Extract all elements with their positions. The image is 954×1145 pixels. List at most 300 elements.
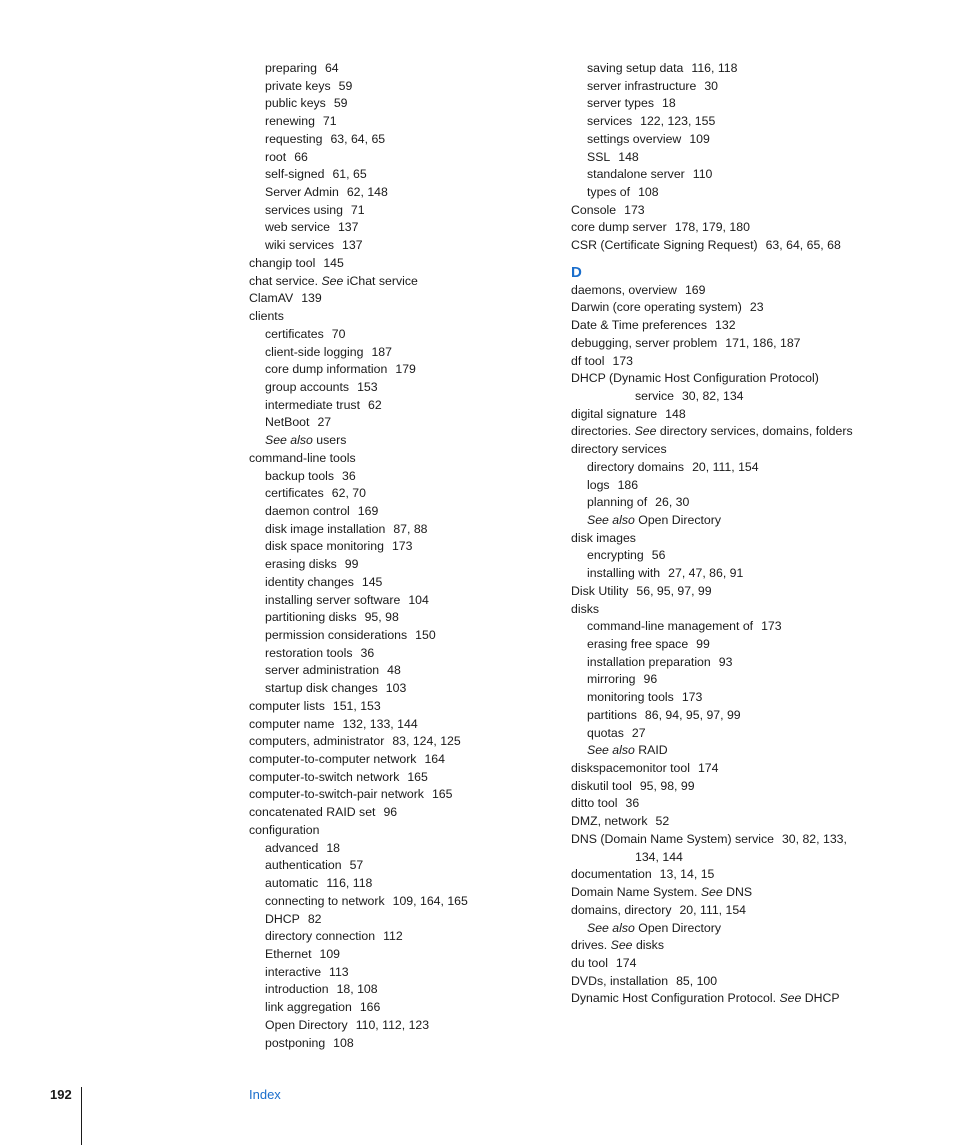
index-page-refs[interactable]: 30, 82, 133, [781,831,847,846]
index-entry [249,680,549,698]
index-page-refs[interactable]: 165 [431,787,453,802]
index-entry [571,547,871,565]
index-page-refs[interactable]: 109 [319,946,341,961]
index-page-refs[interactable]: 169 [684,282,706,297]
index-entry [249,538,549,556]
index-term: client-side logging [265,344,364,359]
index-entry [249,78,549,96]
index-term: settings overview [587,131,682,146]
see-reference-target[interactable]: DNS [726,885,753,900]
index-entry [249,662,549,680]
index-entry [571,618,871,636]
index-term: 134, 144 [635,849,683,864]
see-reference-target[interactable]: Open Directory [638,920,721,935]
index-term: permission considerations [265,628,408,642]
index-entry [249,893,549,911]
index-entry [249,273,549,291]
index-entry [571,831,871,849]
index-page-refs[interactable]: 113 [329,964,349,979]
index-term: preparing [265,61,317,75]
index-term: public keys [265,96,326,111]
index-page-refs[interactable]: 178, 179, 180 [674,220,750,235]
index-entry [249,468,549,486]
index-entry [571,149,871,167]
index-term: daemon control [265,503,350,518]
index-term: disk space monitoring [265,539,384,554]
index-page-refs[interactable]: 63, 64, 65 [330,131,386,146]
index-entry [249,290,549,308]
index-entry [249,946,549,964]
index-page-refs[interactable]: 95, 98, 99 [639,778,695,793]
index-entry [571,671,871,689]
index-entry [571,95,871,113]
index-term: certificates [265,326,324,341]
index-term: df tool [571,353,605,368]
see-reference-label: See also [587,920,635,935]
index-term: standalone server [587,167,685,182]
index-entry [249,698,549,716]
index-page-refs[interactable]: 96 [643,672,658,687]
see-reference-label: See [700,885,723,900]
index-entry [249,414,549,432]
index-page-refs[interactable]: 150 [415,628,436,642]
index-term: partitioning disks [265,610,357,625]
index-entry [249,875,549,893]
see-reference-target[interactable]: iChat service [346,273,418,288]
index-term: root [265,149,287,164]
index-page-refs[interactable]: 145 [361,574,383,589]
index-term: DVDs, installation [571,973,669,988]
index-entry [249,308,549,326]
index-term: mirroring [587,672,636,687]
index-term: core dump information [265,362,388,377]
index-entry [249,716,549,734]
see-reference-label: See also [265,433,313,448]
index-page-refs[interactable]: 164 [424,752,445,767]
index-page-refs[interactable]: 179 [395,362,416,377]
index-term: certificates [265,486,324,501]
index-entry [571,636,871,654]
index-term: directory domains [587,459,685,474]
index-page-refs[interactable]: 139 [301,291,322,306]
index-entry [249,999,549,1017]
index-page-refs[interactable]: 71 [350,202,365,217]
index-term: link aggregation [265,1000,352,1015]
index-term: CSR (Certificate Signing Request) [571,238,758,253]
index-term: monitoring tools [587,690,674,705]
index-term: installing with [587,566,661,581]
index-entry [249,131,549,149]
index-term: clients [249,309,284,324]
index-entry [571,406,871,424]
index-term: services [587,114,633,129]
index-entry [571,902,871,920]
index-entry [571,335,871,353]
index-term: documentation [571,867,652,882]
index-term: installation preparation [587,654,711,669]
index-entry [571,707,871,725]
index-page-refs[interactable]: 85, 100 [676,973,718,988]
index-term: installing server software [265,592,401,607]
index-term: disks [571,601,600,616]
index-entry [571,459,871,477]
index-page-refs[interactable]: 132, 133, 144 [342,716,418,731]
index-term: directories. [571,424,632,439]
index-term: concatenated RAID set [249,805,376,820]
index-page-refs[interactable]: 165 [407,769,428,784]
index-entry [249,840,549,858]
index-term: configuration [249,822,320,837]
index-page-refs[interactable]: 186 [617,477,639,492]
index-page-refs[interactable]: 36 [342,468,356,483]
index-page-refs[interactable]: 132 [715,318,736,333]
index-entry [571,689,871,707]
index-page-refs[interactable]: 30, 82, 134 [681,388,744,403]
index-page-refs[interactable]: 169 [357,503,379,518]
index-page-refs[interactable]: 56 [651,548,666,563]
index-term: computer-to-switch network [249,769,400,784]
index-term: daemons, overview [571,282,677,297]
index-page-refs[interactable]: 173 [624,202,645,217]
index-page-refs[interactable]: 59 [333,96,348,111]
index-entry [571,725,871,743]
index-page-refs[interactable]: 86, 94, 95, 97, 99 [644,707,741,722]
index-page-refs[interactable]: 30 [704,78,719,93]
index-term: identity changes [265,574,354,589]
index-term: Dynamic Host Configuration Protocol. [571,991,777,1006]
index-term: partitions [587,707,637,722]
see-reference-label: See [634,424,657,439]
index-term: encrypting [587,548,644,563]
index-term: erasing free space [587,637,689,651]
index-page-refs[interactable]: 103 [385,681,407,696]
index-term: Date & Time preferences [571,318,708,333]
index-term: computers, administrator [249,734,385,749]
index-term: changip tool [249,255,316,270]
index-term: renewing [265,114,315,129]
index-page-refs[interactable]: 82 [307,911,322,926]
index-page-refs[interactable]: 187 [371,344,392,359]
index-page-refs[interactable]: 20, 111, 154 [692,459,759,474]
index-page-refs[interactable]: 48 [387,663,401,678]
index-entry [571,973,871,991]
index-page-refs[interactable]: 52 [655,814,670,829]
index-page-refs[interactable]: 173 [612,353,634,368]
page-number: 192 [50,1087,72,1102]
index-entry [571,219,871,237]
index-entry [249,344,549,362]
index-term: quotas [587,725,624,740]
index-term: DNS (Domain Name System) service [571,831,774,846]
see-reference-target[interactable]: Open Directory [638,512,721,527]
index-page-refs[interactable]: 171, 186, 187 [725,335,801,350]
index-term: digital signature [571,406,658,421]
index-term: Console [571,202,617,217]
see-reference-target[interactable]: directory services, domains, folders [659,424,853,439]
index-page-refs[interactable]: 174 [697,761,719,776]
index-term: directory services [571,442,667,457]
index-term: connecting to network [265,893,385,908]
index-term: ClamAV [249,291,294,306]
index-entry [249,149,549,167]
see-reference-label: See also [587,512,635,527]
index-entry [249,166,549,184]
index-entry [571,282,871,300]
index-term: server infrastructure [587,78,697,93]
index-entry [249,60,549,78]
index-page-refs[interactable]: 64 [324,61,339,75]
index-page-refs[interactable]: 27 [317,415,332,430]
index-page-refs[interactable]: 110, 112, 123 [355,1017,430,1032]
index-page-refs[interactable]: 110 [692,167,713,182]
index-entry [571,530,871,548]
index-page-refs[interactable]: 18, 108 [336,982,378,997]
index-page-refs[interactable]: 56, 95, 97, 99 [636,583,712,598]
index-entry [249,592,549,610]
index-term: group accounts [265,379,350,394]
index-page-refs[interactable]: 174 [615,955,637,970]
index-entry [249,981,549,999]
index-page-refs[interactable]: 173 [391,539,413,554]
index-page-refs[interactable]: 93 [718,654,733,669]
index-term: erasing disks [265,557,337,572]
index-page-refs[interactable]: 109 [689,131,710,146]
index-page-refs[interactable]: 57 [349,858,364,873]
index-page-refs[interactable]: 62, 70 [331,486,366,501]
index-page-refs[interactable]: 173 [761,619,782,634]
index-entry [571,512,871,530]
index-entry [571,353,871,371]
index-entry [249,733,549,751]
index-column-right [571,60,871,1008]
index-page-refs[interactable]: 145 [323,255,344,270]
index-page-refs[interactable]: 62, 148 [346,185,388,200]
index-page-refs[interactable]: 166 [359,1000,381,1015]
index-term: requesting [265,131,323,146]
index-entry [571,920,871,938]
index-entry [249,574,549,592]
index-entry [249,113,549,131]
index-page-refs[interactable]: 13, 14, 15 [659,867,715,882]
index-page-refs[interactable]: 104 [408,592,429,607]
index-page-refs[interactable]: 96 [383,805,398,820]
index-page-refs[interactable]: 36 [360,645,375,660]
index-term: command-line management of [587,619,754,634]
index-entry [571,299,871,317]
index-page-refs[interactable]: 153 [357,379,378,394]
index-entry [571,477,871,495]
index-entry [249,751,549,769]
index-page-refs[interactable]: 18 [326,840,341,855]
index-entry [571,184,871,202]
index-term: interactive [265,964,322,979]
index-term: domains, directory [571,902,672,917]
index-entry [571,113,871,131]
index-entry [249,521,549,539]
index-term: types of [587,185,631,200]
index-term: backup tools [265,468,335,483]
index-term: du tool [571,955,608,970]
index-entry [571,760,871,778]
see-reference-label: See also [587,743,635,758]
index-term: chat service. [249,273,319,288]
index-page-refs[interactable]: 26, 30 [655,495,690,510]
index-term: computer lists [249,698,325,713]
index-entry [249,822,549,840]
index-term: self-signed [265,167,325,182]
index-term: web service [265,220,330,235]
index-term: drives. [571,938,608,953]
index-page-refs[interactable]: 148 [665,406,686,421]
index-page-refs[interactable]: 109, 164, 165 [392,893,468,908]
index-page-refs[interactable]: 112 [383,929,403,944]
index-entry [249,804,549,822]
index-entry [249,503,549,521]
index-entry [249,857,549,875]
index-entry [249,202,549,220]
index-entry [249,1035,549,1053]
index-term: wiki services [265,238,335,253]
index-entry [571,583,871,601]
see-reference-label: See [779,991,802,1006]
index-term: Server Admin [265,185,339,200]
index-term: disk images [571,530,636,545]
index-entry [571,78,871,96]
index-term: core dump server [571,220,667,235]
index-term: logs [587,477,610,492]
index-term: command-line tools [249,450,356,465]
index-page-refs[interactable]: 70 [331,326,346,341]
index-page-refs[interactable]: 87, 88 [393,521,428,536]
index-entry [249,645,549,663]
index-entry [249,255,549,273]
index-term: intermediate trust [265,397,361,412]
index-term: Open Directory [265,1017,348,1032]
index-entry [571,884,871,902]
index-term: saving setup data [587,61,684,75]
see-reference-target[interactable]: disks [635,938,664,953]
index-page-refs[interactable]: 116, 118 [691,61,738,75]
index-term: DHCP (Dynamic Host Configuration Protocol) [571,371,819,386]
index-term: disk image installation [265,521,386,536]
index-term: DMZ, network [571,814,648,829]
see-reference-target[interactable]: users [316,433,347,448]
index-entry [249,326,549,344]
index-entry [571,166,871,184]
index-page-refs[interactable]: 148 [618,149,639,164]
index-term: planning of [587,495,648,510]
index-term: services using [265,202,343,217]
section-title[interactable]: Index [249,1087,281,1102]
index-page-refs[interactable]: 173 [681,690,703,705]
index-entry [249,769,549,787]
index-page-refs[interactable]: 99 [696,637,710,651]
index-page-refs[interactable]: 61, 65 [332,167,367,182]
index-page-refs[interactable]: 95, 98 [364,610,399,625]
index-page-refs[interactable]: 108 [333,1035,354,1050]
index-page-refs[interactable]: 36 [625,796,640,811]
index-page-refs[interactable]: 27 [631,725,646,740]
index-entry [249,485,549,503]
index-page-refs[interactable]: 63, 64, 65, 68 [765,238,841,253]
index-entry [249,432,549,450]
index-term: computer-to-switch-pair network [249,787,424,802]
index-term: introduction [265,982,329,997]
index-entry [571,494,871,512]
index-entry [571,795,871,813]
index-entry [249,627,549,645]
index-page-refs[interactable]: 116, 118 [326,876,373,891]
index-page-refs[interactable]: 151, 153 [332,698,381,713]
index-entry [571,60,871,78]
index-entry [571,742,871,760]
index-entry [571,866,871,884]
index-page-refs[interactable]: 83, 124, 125 [392,734,461,749]
index-page-refs[interactable]: 27, 47, 86, 91 [668,566,744,581]
index-entry [249,911,549,929]
footer-divider [81,1087,82,1145]
index-term: NetBoot [265,415,310,430]
index-term: private keys [265,78,331,93]
index-entry [249,964,549,982]
index-entry [571,370,871,388]
index-entry [571,317,871,335]
index-page-refs[interactable]: 137 [337,220,359,235]
index-entry [571,813,871,831]
index-term: restoration tools [265,645,353,660]
index-page-refs[interactable]: 20, 111, 154 [679,902,747,917]
see-reference-target[interactable]: RAID [638,743,668,758]
index-entry [249,609,549,627]
index-entry [571,565,871,583]
index-page-refs[interactable]: 59 [338,78,353,93]
index-entry [249,219,549,237]
see-reference-target[interactable]: DHCP [804,991,840,1006]
index-term: Disk Utility [571,583,629,598]
index-entry [571,849,871,867]
index-page-refs[interactable]: 71 [322,114,337,129]
index-entry [571,388,871,406]
index-entry [249,397,549,415]
index-page-refs[interactable]: 99 [344,557,359,572]
index-term: computer-to-computer network [249,752,417,767]
index-term: Ethernet [265,946,312,961]
index-page-refs[interactable]: 108 [638,185,659,200]
index-page-refs[interactable]: 23 [749,300,764,315]
index-term: DHCP [265,911,300,926]
index-term: diskutil tool [571,778,632,793]
index-entry [571,778,871,796]
index-entry [571,937,871,955]
index-entry [571,202,871,220]
index-page-refs[interactable]: 18 [661,96,676,111]
index-page-refs[interactable]: 122, 123, 155 [640,114,716,129]
index-page-refs[interactable]: 137 [342,238,363,253]
index-term: ditto tool [571,796,618,811]
index-page-refs[interactable]: 66 [294,149,308,164]
index-entry [571,601,871,619]
index-page-refs[interactable]: 62 [368,397,382,412]
index-term: automatic [265,876,319,891]
index-entry [249,556,549,574]
index-term: diskspacemonitor tool [571,761,690,776]
index-term: computer name [249,716,335,731]
index-entry [571,237,871,255]
see-reference-label: See [321,273,344,288]
index-term: server types [587,96,654,111]
index-entry [249,379,549,397]
index-entry [249,928,549,946]
